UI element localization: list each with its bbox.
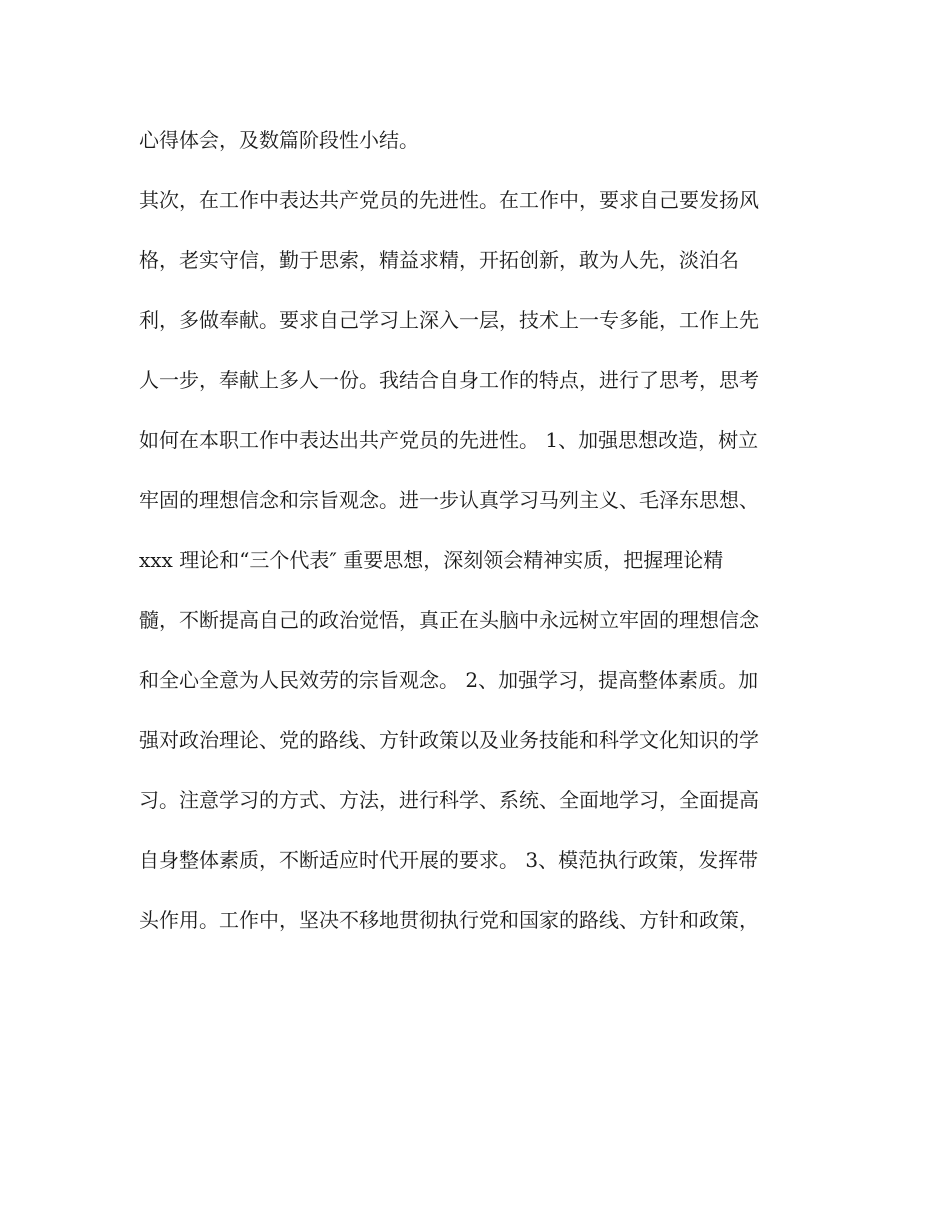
text-line: 其次，在工作中表达共产党员的先进性。在工作中，要求自己要发扬风: [139, 188, 759, 212]
text-line: 牢固的理想信念和宗旨观念。进一步认真学习马列主义、毛泽东思想、: [139, 488, 759, 512]
text-line: 如何在本职工作中表达出共产党员的先进性。 1、加强思想改造，树立: [139, 428, 759, 452]
text-line: 格，老实守信，勤于思索，精益求精，开拓创新，敢为人先，淡泊名: [139, 248, 739, 272]
text-line: 习。注意学习的方式、方法，进行科学、系统、全面地学习，全面提高: [139, 788, 759, 812]
text-line: 头作用。工作中，坚决不移地贯彻执行党和国家的路线、方针和政策，: [139, 908, 759, 932]
document-body: [139, 118, 819, 958]
text-line: 心得体会，及数篇阶段性小结。: [139, 128, 419, 152]
text-line: 和全心全意为人民效劳的宗旨观念。 2、加强学习，提高整体素质。加: [139, 668, 759, 692]
text-line: 自身整体素质，不断适应时代开展的要求。 3、模范执行政策，发挥带: [139, 848, 759, 872]
text-line: 强对政治理论、党的路线、方针政策以及业务技能和科学文化知识的学: [139, 728, 759, 752]
text-line: 髓，不断提高自己的政治觉悟，真正在头脑中永远树立牢固的理想信念: [139, 608, 759, 632]
text-line: xxx 理论和“三个代表″ 重要思想，深刻领会精神实质，把握理论精: [139, 548, 724, 572]
text-line: 人一步，奉献上多人一份。我结合自身工作的特点，进行了思考，思考: [139, 368, 759, 392]
text-line: 利，多做奉献。要求自己学习上深入一层，技术上一专多能，工作上先: [139, 308, 759, 332]
